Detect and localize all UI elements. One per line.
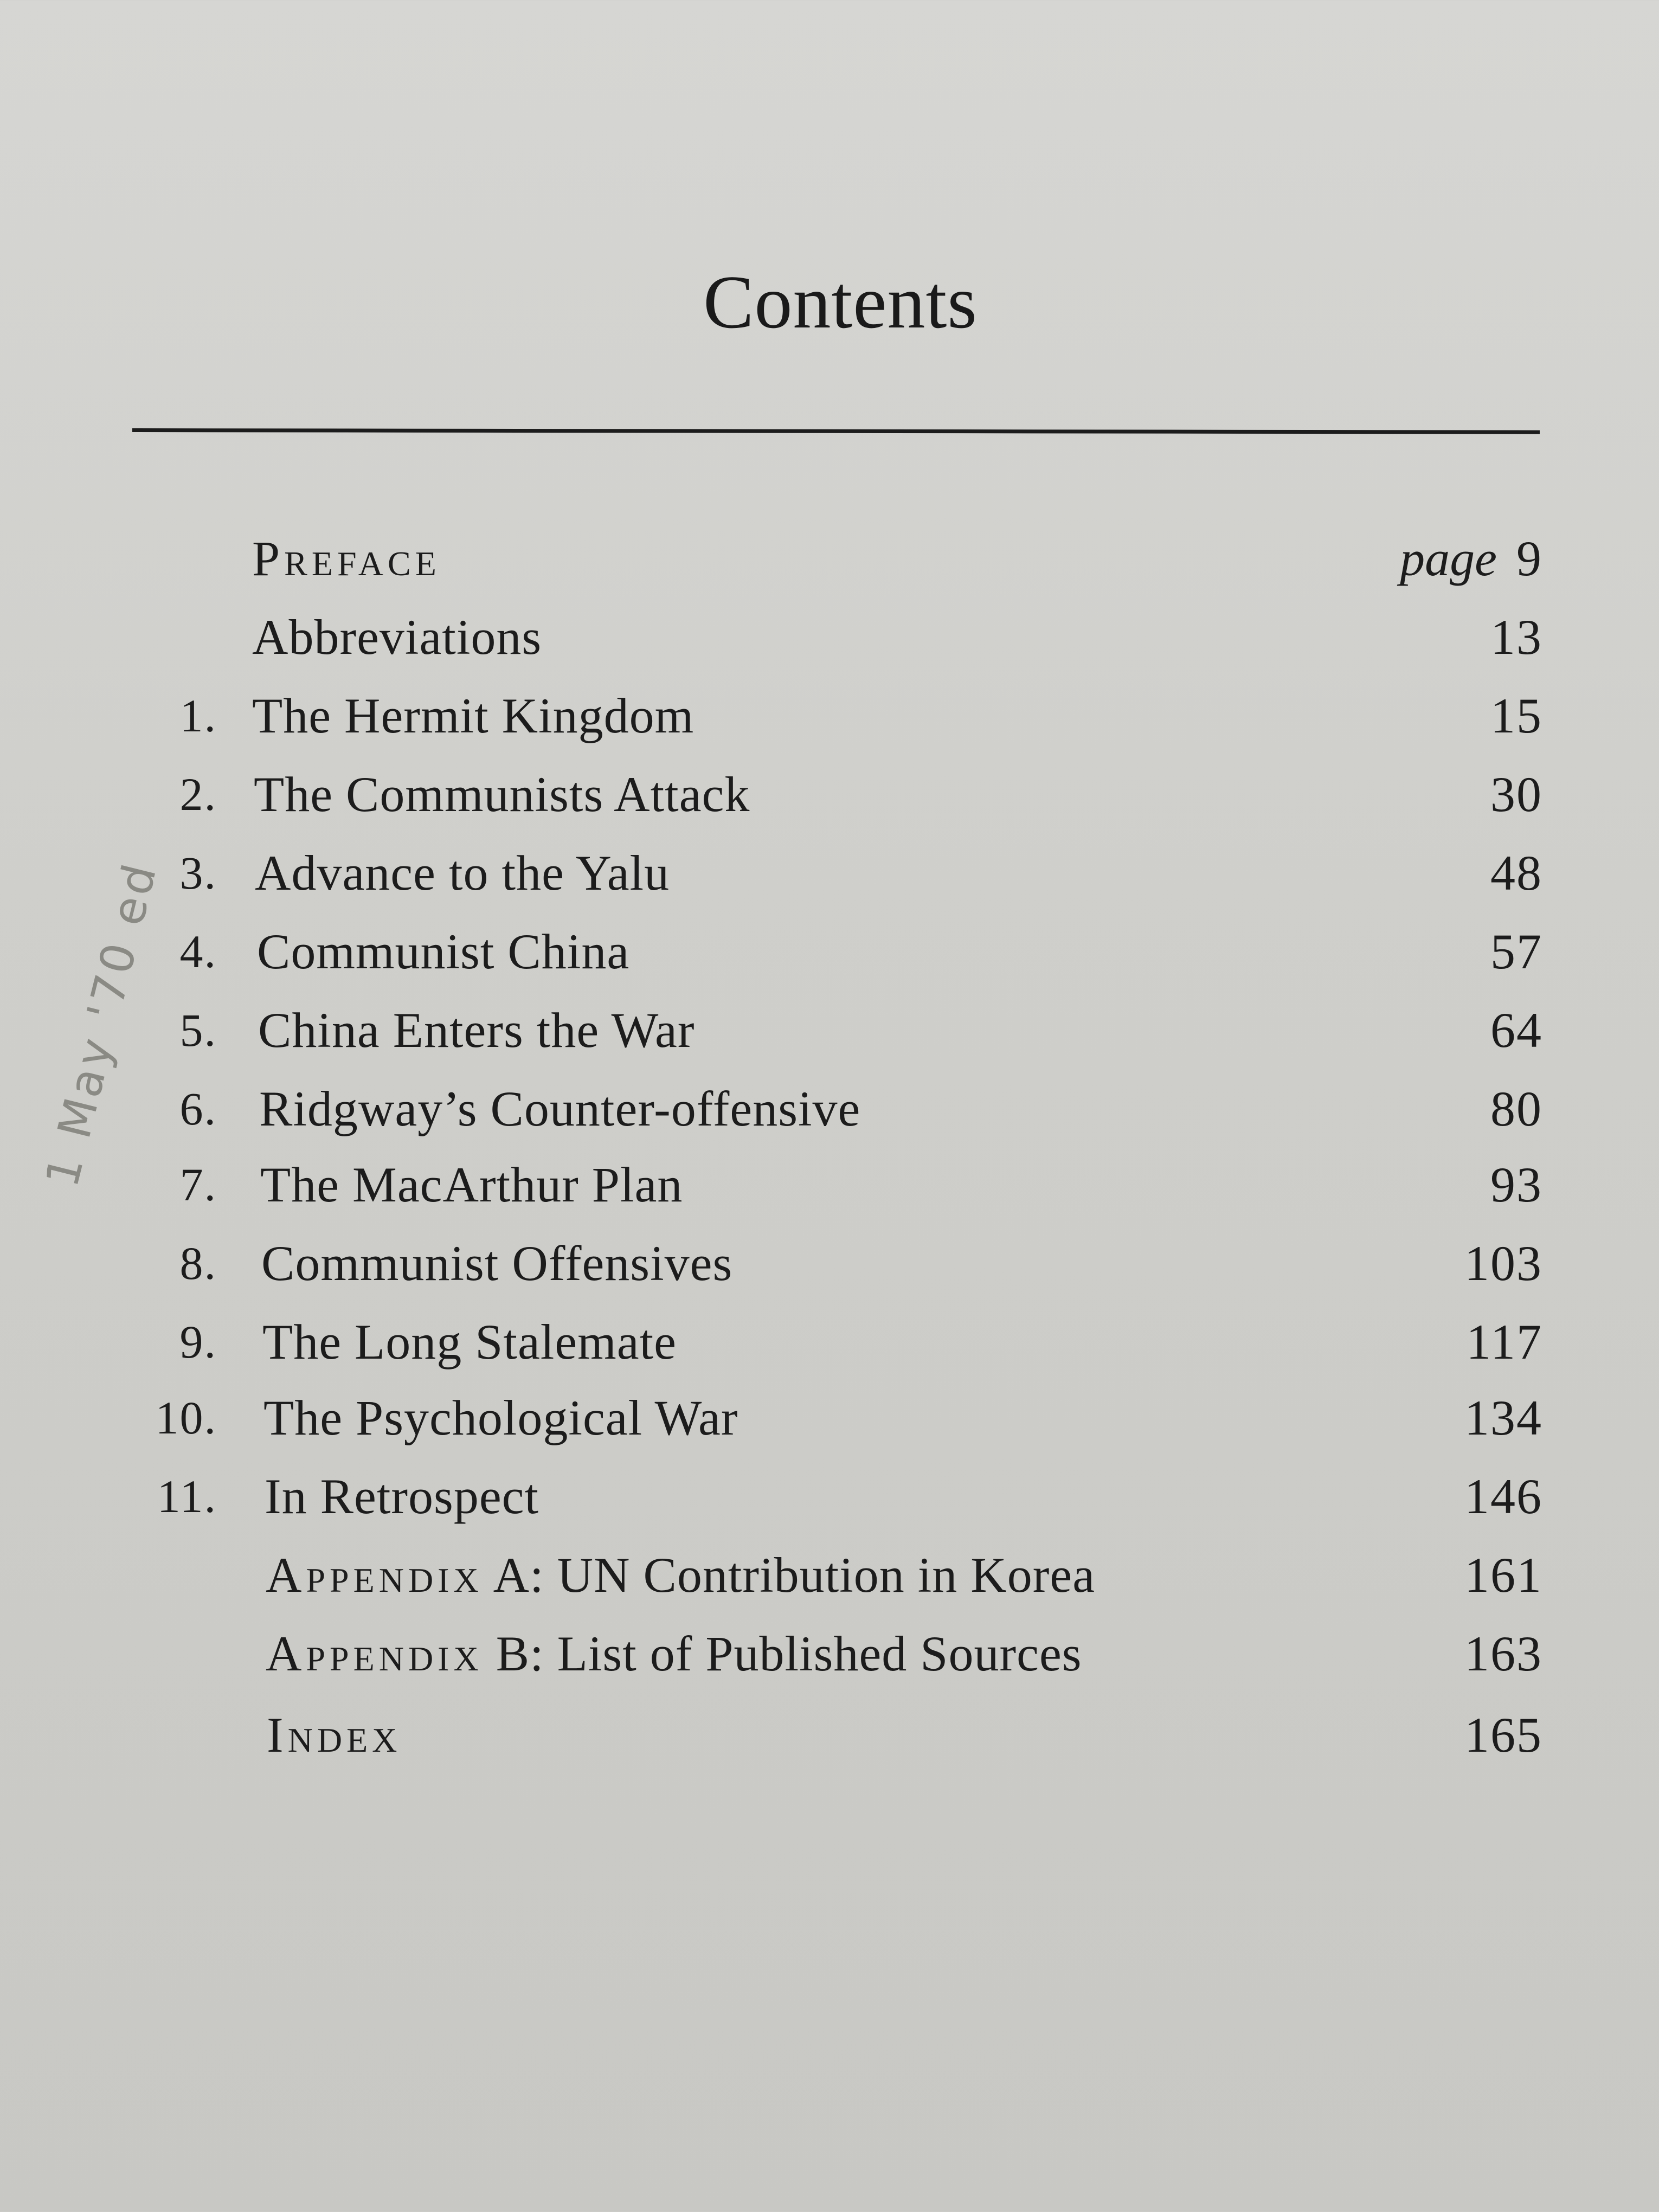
toc-entry [0, 1382, 1659, 1453]
page-number: 64 [1490, 1002, 1542, 1058]
appendix-prefix: Appendix [266, 1626, 483, 1681]
page-number: 80 [1490, 1081, 1542, 1136]
chapter-number: 8. [179, 1237, 217, 1289]
title-rule [132, 428, 1540, 434]
entry-title: Abbreviations [252, 609, 542, 665]
page-number: 57 [1490, 924, 1542, 979]
appendix-prefix: Appendix [266, 1547, 483, 1603]
entry-title: Communist Offensives [261, 1236, 733, 1291]
toc-entry [0, 995, 1659, 1065]
page-number: 15 [1490, 688, 1542, 743]
chapter-number: 3. [179, 847, 217, 899]
entry-title: China Enters the War [258, 1002, 695, 1058]
entry-title: Ridgway’s Counter-offensive [259, 1081, 861, 1136]
chapter-number: 4. [179, 925, 217, 978]
chapter-number: 5. [179, 1004, 217, 1056]
toc-entry [0, 602, 1659, 672]
toc-entry [0, 759, 1659, 829]
toc-entry [0, 1618, 1659, 1689]
entry-title: In Retrospect [265, 1469, 539, 1524]
entry-title: The MacArthur Plan [260, 1157, 683, 1212]
entry-title: Index [267, 1707, 402, 1763]
page-number: 117 [1466, 1314, 1542, 1369]
toc-entry [0, 1073, 1659, 1144]
entry-title: The Hermit Kingdom [252, 688, 695, 743]
entry-title: The Communists Attack [254, 767, 750, 822]
toc-entry [0, 1149, 1659, 1220]
toc-entry [0, 523, 1659, 594]
entry-title: Appendix A: UN Contribution in Korea [266, 1547, 1096, 1603]
chapter-number: 1. [179, 690, 217, 742]
page-number: 30 [1490, 767, 1542, 822]
entry-title: The Psychological War [263, 1390, 738, 1445]
toc-entry [0, 1700, 1659, 1770]
chapter-number: 9. [179, 1316, 217, 1368]
page-number: 165 [1464, 1707, 1542, 1763]
toc-entry [0, 838, 1659, 908]
toc-entry [0, 680, 1659, 751]
chapter-number: 2. [179, 768, 217, 820]
entry-title: Advance to the Yalu [255, 845, 670, 901]
page-number: 48 [1490, 845, 1542, 901]
toc-entry [0, 1461, 1659, 1532]
entry-title: Communist China [257, 924, 630, 979]
chapter-number: 7. [179, 1159, 217, 1211]
toc-entry [0, 1228, 1659, 1298]
entry-title: The Long Stalemate [262, 1314, 677, 1369]
entry-title: Preface [252, 531, 441, 586]
page-number: 163 [1464, 1626, 1542, 1681]
page-label: page [1400, 531, 1497, 586]
entry-title: Appendix B: List of Published Sources [266, 1626, 1082, 1681]
chapter-number: 10. [155, 1392, 217, 1444]
page-number: 134 [1464, 1390, 1542, 1445]
margin-note: 1 May '70 ed [35, 856, 168, 1192]
toc-entry [0, 1307, 1659, 1377]
page-number: 146 [1464, 1469, 1542, 1524]
page-number: 13 [1490, 609, 1542, 665]
chapter-number: 11. [157, 1470, 217, 1522]
toc-entry [0, 916, 1659, 987]
page-number: 103 [1464, 1236, 1542, 1291]
page-number: 161 [1464, 1547, 1542, 1603]
page-number: 93 [1490, 1157, 1542, 1212]
chapter-number: 6. [179, 1083, 217, 1135]
page-number: page 9 [1400, 531, 1542, 586]
toc-entry [0, 1540, 1659, 1610]
page-title: Contents [703, 260, 978, 344]
